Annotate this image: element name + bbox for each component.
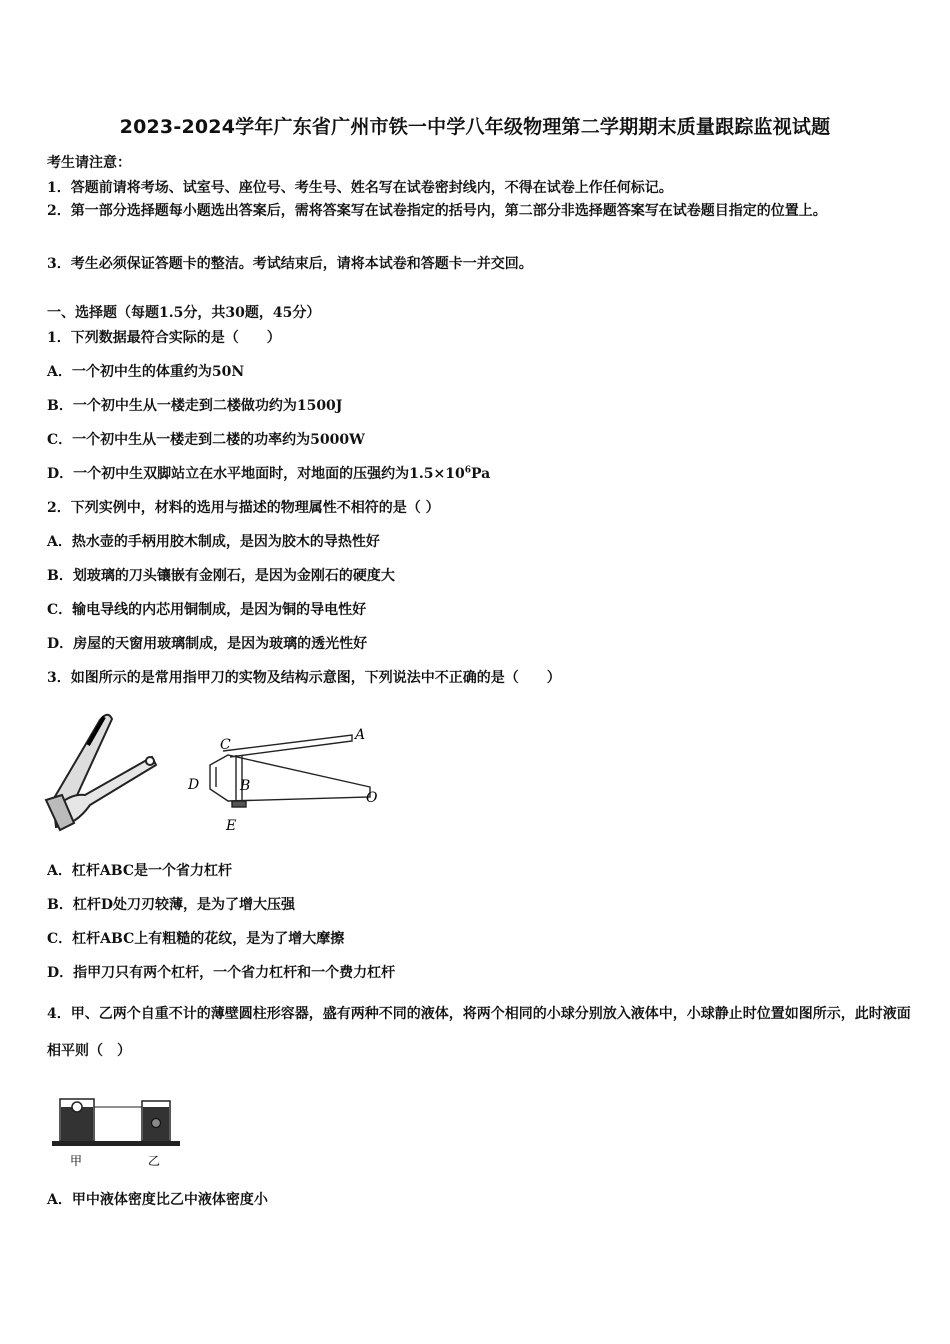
section-heading: 一、选择题（每题1.5分，共30题，45分） [47,305,321,321]
option-b: B．一个初中生从一楼走到二楼做功约为1500J [47,398,343,414]
option-c: C．输电导线的内芯用铜制成，是因为铜的导电性好 [47,602,367,618]
containers-figure [48,1085,188,1170]
option-a: A．杠杆ABC是一个省力杠杆 [47,863,232,879]
option-c: C．一个初中生从一楼走到二楼的功率约为5000W [47,432,365,448]
option-b: B．划玻璃的刀头镶嵌有金刚石，是因为金刚石的硬度大 [47,568,395,584]
option-d [47,463,917,483]
nail-clipper-diagram [210,735,370,807]
notice-heading: 考生请注意： [47,155,131,171]
label-jia: 甲 [70,1154,83,1168]
label-c: C [220,737,231,753]
table-surface [52,1141,180,1146]
nail-clipper-figure [40,705,385,840]
label-a: A [355,727,366,743]
notice-item: 3．考生必须保证答题卡的整洁。考试结束后，请将本试卷和答题卡一并交回。 [47,256,533,272]
label-e: E [226,818,237,834]
label-o: O [366,790,378,806]
option-a: A．热水壶的手柄用胶木制成，是因为胶木的导热性好 [47,534,380,550]
notice-item: 2．第一部分选择题每小题选出答案后，需将答案写在试卷指定的括号内，第二部分非选择题答案写在试卷题目指定的位置上。 [47,203,827,219]
container-yi [142,1101,170,1141]
option-c: C．杠杆ABC上有粗糙的花纹，是为了增大摩擦 [47,931,345,947]
notice-item: 1．答题前请将考场、试室号、座位号、考生号、姓名写在试卷密封线内，不得在试卷上作任何标记。 [47,180,673,196]
page-title: 2023-2024学年广东省广州市铁一中学八年级物理第二学期期末质量跟踪监视试题 [119,116,831,138]
container-jia [60,1099,94,1141]
label-b: B [240,778,251,794]
option-d: D．房屋的天窗用玻璃制成，是因为玻璃的透光性好 [47,636,368,652]
question-stem: 1．下列数据最符合实际的是（ ） [47,330,281,346]
option-d: D．指甲刀只有两个杠杆，一个省力杠杆和一个费力杠杆 [47,965,396,981]
option-d-text: D．一个初中生双脚站立在水平地面时，对地面的压强约为1.5×10 [47,466,465,482]
option-b: B．杠杆D处刀刃较薄，是为了增大压强 [47,897,295,913]
label-d: D [188,777,200,793]
question-stem: 3．如图所示的是常用指甲刀的实物及结构示意图，下列说法中不正确的是（ ） [47,670,561,686]
exponent: 6 [464,465,471,476]
nail-clipper-photo [46,715,156,830]
question-stem: 2．下列实例中，材料的选用与描述的物理属性不相符的是（ ） [47,500,440,516]
option-a: A．一个初中生的体重约为50N [47,364,245,380]
option-a: A．甲中液体密度比乙中液体密度小 [47,1192,268,1208]
question-stem: 4．甲、乙两个自重不计的薄壁圆柱形容器，盛有两种不同的液体，将两个相同的小球分别放入液体中，小球静止时位置如图所示，此时液面相平则（ ） [47,1006,911,1059]
option-d-unit: Pa [470,466,491,482]
label-yi: 乙 [148,1154,161,1168]
